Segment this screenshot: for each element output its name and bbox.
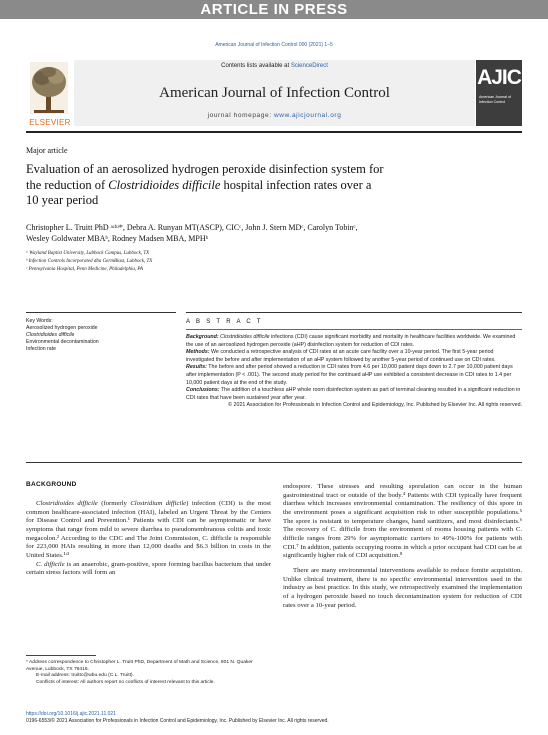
organism-name: C. difficile <box>36 560 65 568</box>
body-text: (formerly <box>97 500 131 507</box>
footnote-conflicts: Conflicts of interest: All authors report no conflicts of interest relevant to this article. <box>36 679 215 685</box>
abstract-copyright: © 2021 Association for Professionals in Infection Control and Epidemiology, Inc. Published by Elsevier Inc. All rights reserved. <box>228 402 522 409</box>
doi-link[interactable]: https://doi.org/10.1016/j.ajic.2021.11.021 <box>26 711 116 717</box>
info-rule-left <box>26 312 176 313</box>
publisher-name: ELSEVIER <box>29 118 71 127</box>
abstract-text: We conducted a retrospective analysis of CDI rates at an acute care facility over a 10-year period. The first 5-year period investigated the before and after implementation of an aHP system followed by another 5-year period of continued use on CDI rates. <box>186 349 496 363</box>
ajic-cover-logo <box>476 60 522 126</box>
body-paragraph <box>26 561 271 578</box>
elsevier-tree-logo <box>26 60 72 126</box>
abstract-label: Conclusions: <box>186 387 220 394</box>
title-organism: Clostridioides difficile <box>108 177 221 192</box>
section-heading: BACKGROUND <box>26 481 77 488</box>
contents-prefix: Contents lists available at <box>221 63 291 69</box>
affiliation-c: ᶜ Pennsylvania Hospital, Penn Medicine, Philadelphia, PA <box>26 267 143 272</box>
footnote-address: * Address correspondence to Christopher L. Truitt PhD, Department of Math and Science, 801 N. Quaker Avenue, Lubbock, TX 79416. <box>26 660 253 672</box>
journal-citation[interactable]: American Journal of Infection Control 000 (2021) 1–5 <box>215 42 333 48</box>
footnote-email[interactable]: E-mail address: truittc@wbu.edu (C.L. Truitt). <box>36 673 134 679</box>
journal-title: American Journal of Infection Control <box>159 85 390 101</box>
homepage-prefix: journal homepage: <box>207 112 275 119</box>
ajic-logo-text: AJIC <box>477 66 521 89</box>
body-paragraph: There are many environmental interventions available to reduce fomite acquisition. Unlike clinical treatment, there is no specific environmental intervention used in the industry as best practice. In this study, we retrospectively examined the implementation of a hydrogen peroxide based no touch decontamination system for reduction of CDI rates over a 10-year period. <box>283 566 522 609</box>
abstract-text: The before and after period showed a reduction in CDI rates from 4.6 per 10,000 patient days down to 2.7 per 10,000 patient days after implementation (P < .001). The second study period for the continued aHP use exhibited a consistent decrease in CDI rates to 1.4 per 10,000 patient days at the end of the study. <box>186 364 513 386</box>
abstract-label: Background: <box>186 334 219 340</box>
keyword-item: Aerosolized hydrogen peroxide <box>26 325 98 331</box>
title-line-2-prefix: the reduction of <box>26 177 109 192</box>
abstract-text: The addition of a touchless aHP whole room disinfection system as part of terminal cleaning resulted in a significant reduction in CDI rates that have been sustained year after year. <box>186 387 521 401</box>
authors-line-1[interactable]: Christopher L. Truitt PhD ᵃʴᵇʴ*, Debra A. Runyan MT(ASCP), CICᶜ, John J. Stern MDᶜ, Carolyn Tobinᶜ, <box>26 223 358 232</box>
journal-homepage <box>74 112 475 119</box>
abstract-text: infections (CDI) cause significant morbidity and mortality in healthcare facilities worldwide. We examined the use of an aerosolized hydrogen peroxide (aHP) disinfection system for reduction of CDI rates. <box>186 334 516 348</box>
article-title <box>26 162 506 209</box>
title-line-1: Evaluation of an aerosolized hydrogen peroxide disinfection system for <box>26 162 384 176</box>
abstract-rule <box>186 329 522 330</box>
organism-name: Clostridium difficile <box>130 500 187 507</box>
authors-line-2[interactable]: Wesley Goldwater MBAᵇ, Rodney Madsen MBA, MPHᵇ <box>26 234 209 243</box>
abstract-bottom-rule <box>26 462 522 463</box>
body-paragraph: endospore. These stresses and resulting sporulation can occur in the human gastrointestinal tract or outside of the body.⁴ Patients with CDI typically have frequent diarrhea which increases environmental contamination. The resiliency of this spore in the environment poses a significant acquisition risk to other susceptible populations.⁵ The spore is resistant to temperature changes, hand sanitizers, and most disinfectants.⁶ The recovery of C. difficile from the environment of rooms housing patients with C. difficile ranges from 29% for asymptomatic carriers to 49%-100% for patients with CDI.⁷ In addition, patients occupying rooms in which a prior occupant had CDI can be at significantly higher risk of CDI acquisition.⁸ <box>283 483 522 560</box>
contents-line <box>74 63 475 69</box>
homepage-link[interactable]: www.ajicjournal.org <box>274 112 342 119</box>
article-type: Major article <box>26 146 68 155</box>
title-line-2-suffix: hospital infection rates over a <box>220 177 372 192</box>
body-right-column <box>283 483 522 610</box>
affiliation-b: ᵇ Infection Controls Incorporated dba GermBlast, Lubbock, TX <box>26 259 153 264</box>
sciencedirect-link[interactable]: ScienceDirect <box>290 63 328 69</box>
footnote-rule <box>26 655 96 656</box>
abstract-background <box>186 334 522 349</box>
ajic-logo-subtitle: American Journal of Infection Control <box>479 95 511 104</box>
abstract-body <box>186 334 522 410</box>
abstract-methods <box>186 349 522 364</box>
article-in-press-banner: ARTICLE IN PRESS <box>0 0 548 19</box>
journal-header <box>26 60 522 126</box>
title-line-2 <box>26 178 506 194</box>
info-rule-right <box>186 312 522 313</box>
body-text: is an anaerobic, gram-positive, spore forming bacillus bacterium that under certain stress factors will form an <box>26 560 271 577</box>
abstract-conclusions <box>186 387 522 402</box>
author-list <box>26 222 526 244</box>
footnotes <box>26 660 271 686</box>
abstract-heading: A B S T R A C T <box>186 319 263 325</box>
abstract-label: Methods: <box>186 349 210 356</box>
affiliation-a: ᵃ Wayland Baptist University, Lubbock Campus, Lubbock, TX <box>26 251 150 256</box>
body-paragraph <box>26 500 271 561</box>
keyword-item: Clostridioides difficile <box>26 332 75 338</box>
title-line-3: 10 year period <box>26 193 99 207</box>
organism-name: Clostridioides difficile <box>36 500 98 507</box>
keyword-item: Environmental decontamination <box>26 339 99 345</box>
keyword-item: Infection rate <box>26 346 56 352</box>
keywords-label: Key Words: <box>26 318 53 324</box>
issn-line: 0196-6553/© 2021 Association for Professionals in Infection Control and Epidemiology, Inc. Published by Elsevier Inc. All rights reserved. <box>26 718 329 724</box>
abstract-organism: Clostridioides difficile <box>220 334 270 340</box>
abstract-label: Results: <box>186 364 207 371</box>
abstract-results <box>186 364 522 387</box>
body-left-column <box>26 500 271 578</box>
body-text: ) infection (CDI) is the most common healthcare-associated infection (HAI), labeled an Urgent Threat by the Centers for Disease Control and Prevention.¹ Patients with CDI can be asymptomatic or have symptoms that range from mild to severe diarrhea to pseudomembranous colitis and toxic megacolon.² According to the CDC and The Joint Commission, C. difficile is responsible for 223,000 HAIs resulting in more than 12,000 deaths and $6.3 billion in costs in the United States.¹ʴ³ <box>26 500 271 559</box>
header-rule <box>26 131 522 133</box>
